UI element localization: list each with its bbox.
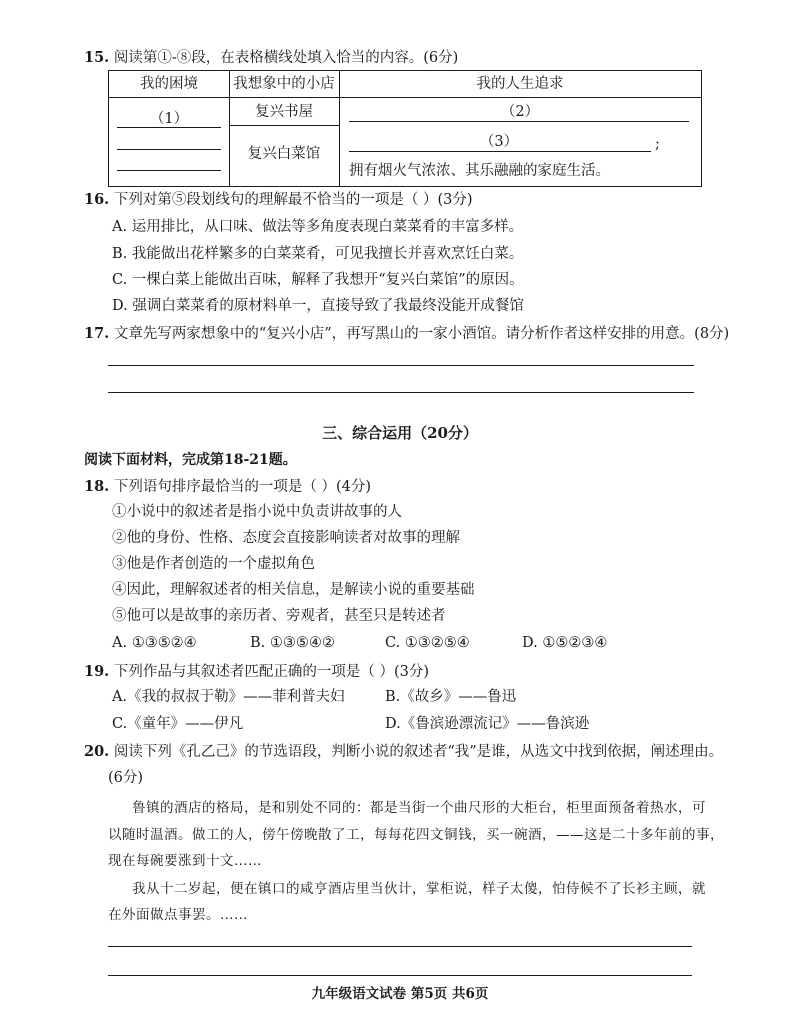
q18-option-d[interactable]: D. ①⑤②③④ (522, 635, 608, 651)
q16-option-c[interactable]: C. 一棵白菜上能做出百味，解释了我想开“复兴白菜馆”的原因。 (112, 272, 524, 288)
q19-option-a[interactable]: A.《我的叔叔于勒》——菲利普夫妇 (112, 689, 345, 705)
q18-sentence-5: ⑤他可以是故事的亲历者、旁观者，甚至只是转述者 (112, 608, 446, 624)
q18-option-a[interactable]: A. ①③⑤②④ (112, 635, 197, 651)
q16-text: 下列对第⑤段划线句的理解最不恰当的一项是（ ）(3分) (113, 192, 473, 208)
section-3-instruction: 阅读下面材料，完成第18-21题。 (84, 452, 297, 468)
shop-cabbage-restaurant: 复兴白菜馆 (247, 146, 321, 162)
q17-stem (84, 324, 729, 345)
q20-passage-line-5: 在外面做点事罢。…… (108, 907, 248, 923)
q19-stem (84, 662, 429, 683)
q17-text: 文章先写两家想象中的“复兴小店”，再写黑山的一家小酒馆。请分析作者这样安排的用意。(8分) (113, 326, 730, 342)
blank-line-1c[interactable] (117, 170, 221, 171)
q19-text: 下列作品与其叙述者匹配正确的一项是（ ）(3分) (113, 664, 429, 680)
q16-option-b[interactable]: B. 我能做出花样繁多的白菜菜肴，可见我擅长并喜欢烹饪白菜。 (112, 246, 524, 262)
shop-bookhouse: 复兴书屋 (255, 104, 313, 120)
blank-label-3: （3） (479, 134, 519, 150)
q20-passage-line-4: 我从十二岁起，便在镇口的咸亨酒店里当伙计，掌柜说，样子太傻，怕侍候不了长衫主顾，就 (132, 881, 706, 897)
q19-option-b[interactable]: B.《故乡》——鲁迅 (385, 689, 517, 705)
q18-sentence-3: ③他是作者创造的一个虚拟角色 (112, 556, 315, 572)
q20-stem (84, 742, 723, 763)
page-footer: 九年级语文试卷 第5页 共6页 (311, 986, 489, 1002)
q18-sentence-1: ①小说中的叙述者是指小说中负责讲故事的人 (112, 504, 402, 520)
q18-number: 18. (84, 478, 110, 495)
row2-pursuit-text: 拥有烟火气浓浓、其乐融融的家庭生活。 (349, 163, 610, 179)
q16-number: 16. (84, 191, 110, 208)
q18-option-c[interactable]: C. ①③②⑤④ (385, 635, 470, 651)
q20-answer-line-1[interactable] (108, 946, 692, 947)
q20-passage-line-1: 鲁镇的酒店的格局，是和别处不同的：都是当街一个曲尺形的大柜台，柜里面预备着热水，可 (132, 800, 706, 816)
semicolon: ; (655, 136, 660, 152)
q17-number: 17. (84, 325, 110, 342)
table-header-shop: 我想象中的小店 (233, 76, 335, 92)
q16-option-d[interactable]: D. 强调白菜菜肴的原材料单一，直接导致了我最终没能开成餐馆 (112, 298, 524, 314)
q19-option-c[interactable]: C.《童年》——伊凡 (112, 716, 244, 732)
q16-option-a[interactable]: A. 运用排比，从口味、做法等多角度表现白菜菜肴的丰富多样。 (112, 219, 524, 235)
q20-text: 阅读下列《孔乙己》的节选语段，判断小说的叙述者“我”是谁，从选文中找到依据，阐述理由。 (113, 744, 724, 760)
q20-number: 20. (84, 743, 110, 760)
q20-passage-line-3: 现在每碗要涨到十文…… (108, 853, 262, 869)
q20-answer-line-2[interactable] (108, 975, 692, 976)
q15-stem (84, 48, 458, 69)
blank-label-2: （2） (500, 104, 540, 120)
q18-sentence-4: ④因此，理解叙述者的相关信息，是解读小说的重要基础 (112, 582, 475, 598)
q15-table (108, 70, 702, 187)
q19-option-d[interactable]: D.《鲁滨逊漂流记》——鲁滨逊 (385, 716, 590, 732)
q17-answer-line-2[interactable] (108, 392, 694, 393)
table-header-pursuit: 我的人生追求 (476, 76, 564, 92)
q18-option-b[interactable]: B. ①③⑤④② (250, 635, 335, 651)
q18-text: 下列语句排序最恰当的一项是（ ）(4分) (113, 479, 371, 495)
q17-answer-line-1[interactable] (108, 365, 694, 366)
q18-sentence-2: ②他的身份、性格、态度会直接影响读者对故事的理解 (112, 530, 460, 546)
blank-label-1: （1） (149, 111, 189, 127)
q15-text: 阅读第①-⑧段，在表格横线处填入恰当的内容。(6分) (113, 50, 459, 66)
q16-stem (84, 190, 473, 211)
q18-stem (84, 477, 371, 498)
q15-number: 15. (84, 49, 110, 66)
q20-passage-line-2: 以随时温酒。做工的人，傍午傍晚散了工，每每花四文铜钱，买一碗酒，——这是二十多年前的事， (108, 827, 724, 843)
blank-line-1b[interactable] (117, 149, 221, 150)
q19-number: 19. (84, 663, 110, 680)
section-3-title: 三、综合运用（20分） (322, 424, 478, 442)
table-header-dilemma: 我的困境 (140, 76, 198, 92)
q20-score: (6分) (108, 770, 144, 786)
